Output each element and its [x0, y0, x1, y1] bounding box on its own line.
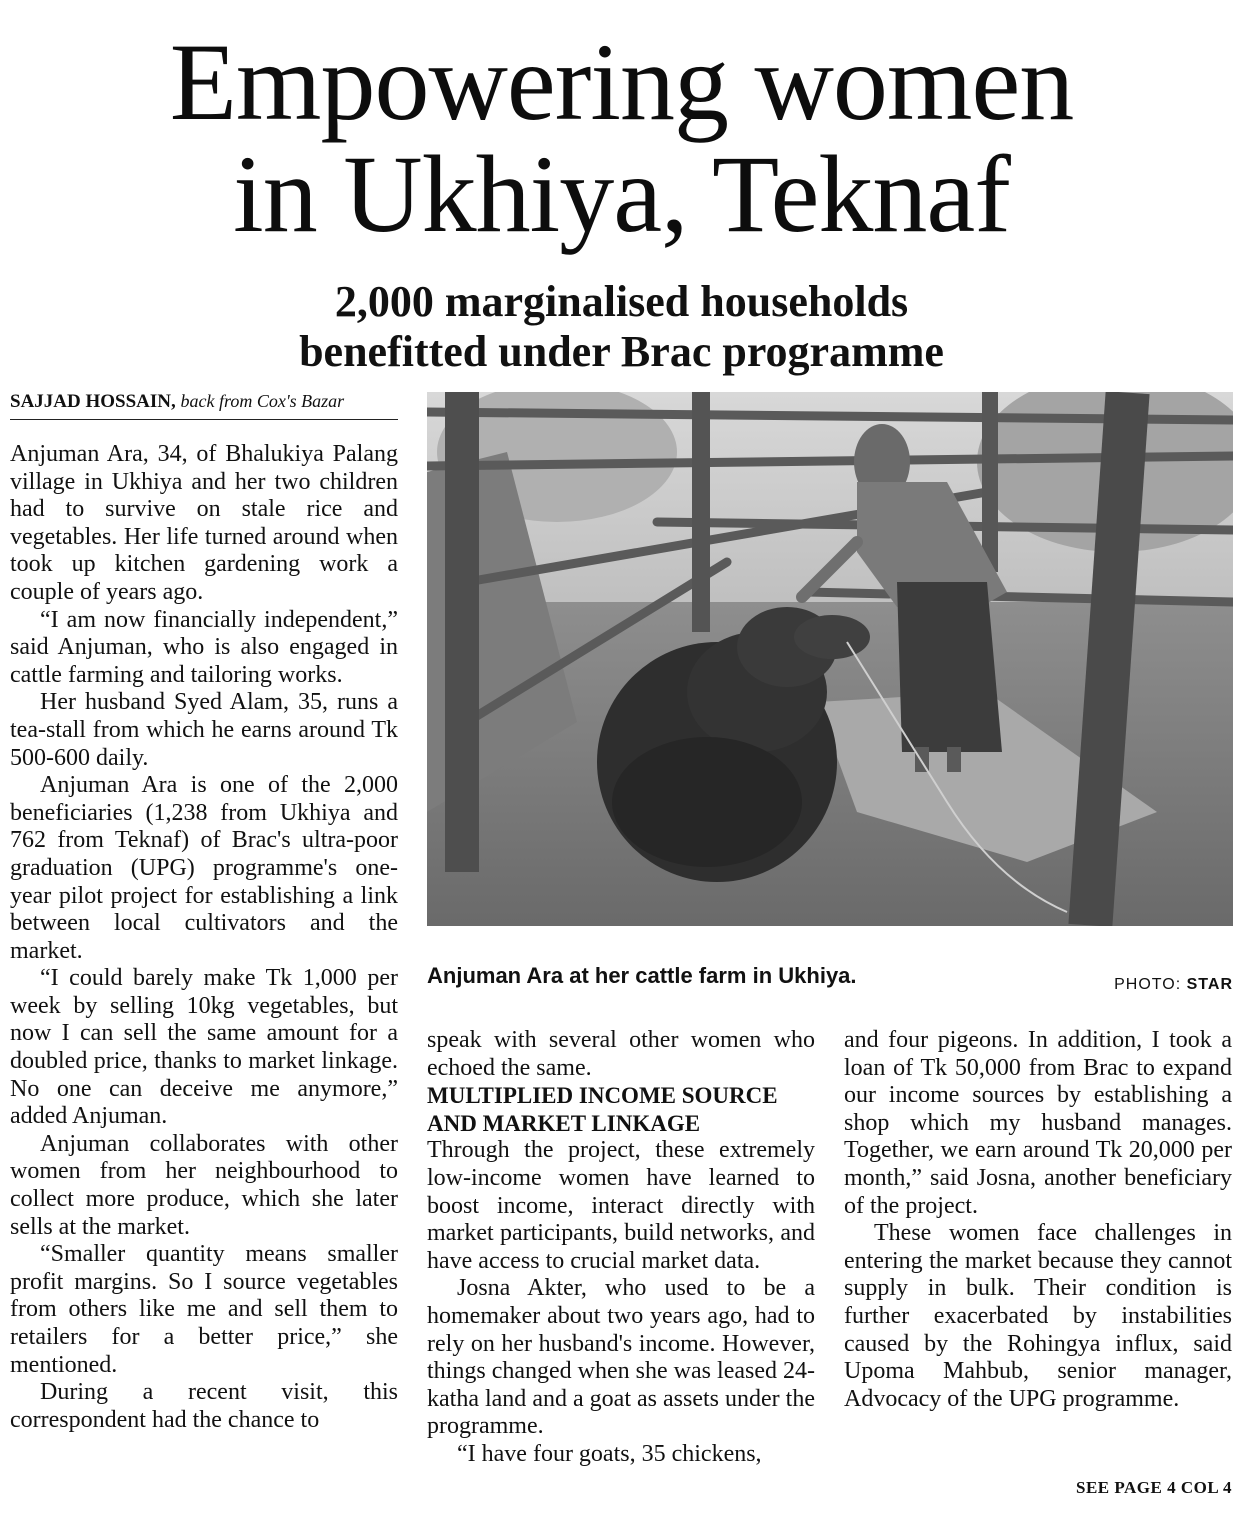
byline-location: back from Cox's Bazar	[180, 391, 345, 411]
deck-line-1: 2,000 marginalised households	[334, 277, 909, 326]
paragraph: Anjuman Ara is one of the 2,000 beneficiaries (1,238 from Ukhiya and 762 from Teknaf) of Brac's ultra-poor graduation (UPG) programme's one-year pilot project for establishing a link between local cultivators and the market.	[10, 772, 398, 964]
byline-divider	[10, 419, 398, 420]
photo-credit-source: STAR	[1186, 976, 1233, 993]
paragraph: Anjuman collaborates with other women from her neighbourhood to collect more produce, which she later sells at the market.	[10, 1130, 398, 1240]
photo-credit	[1114, 976, 1233, 994]
continuation-jump[interactable]: SEE PAGE 4 COL 4	[1076, 1478, 1232, 1497]
paragraph: Through the project, these extremely low-income women have learned to boost income, interact directly with market participants, build networks, and have access to crucial market data.	[427, 1137, 815, 1274]
paragraph: Anjuman Ara, 34, of Bhalukiya Palang village in Ukhiya and her two children had to survive on stale rice and vegetables. Her life turned around when took up kitchen gardening work a couple of years ago.	[10, 441, 398, 605]
deck-line-2: benefitted under Brac programme	[299, 327, 944, 376]
article-column-1	[10, 441, 398, 1434]
paragraph: “I have four goats, 35 chickens,	[457, 1440, 762, 1467]
subheading: MULTIPLIED INCOME SOURCE AND MARKET LINKAGE	[427, 1083, 778, 1136]
paragraph: and four pigeons. In addition, I took a loan of Tk 50,000 from Brac to expand our income sources by establishing a shop which my husband manages. Together, we earn around Tk 20,000 per month,” said Josna, another beneficiary of the project.	[844, 1027, 1232, 1219]
paragraph: Josna Akter, who used to be a homemaker about two years ago, had to rely on her husband's income. However, things changed when she was leased 24-katha land and a goat as assets under the programme.	[427, 1275, 815, 1440]
article-column-2	[427, 1027, 815, 1469]
cattle-farm-photo-illustration	[427, 392, 1233, 926]
paragraph: “I am now financially independent,” said Anjuman, who is also engaged in cattle farming and tailoring works.	[10, 606, 398, 688]
headline-line-1: Empowering women	[169, 21, 1074, 143]
paragraph: “Smaller quantity means smaller profit margins. So I source vegetables from others like me and sell them to retailers for a better price,” she mentioned.	[10, 1241, 398, 1378]
paragraph: “I could barely make Tk 1,000 per week by selling 10kg vegetables, but now I can sell the same amount for a doubled price, thanks to market linkage. No one can deceive me anymore,” added Anjuman.	[10, 965, 398, 1130]
paragraph: These women face challenges in entering the market because they cannot supply in bulk. Their condition is further exacerbated by instabilities caused by the Rohingya influx, said Upoma Mahbub, senior manager, Advocacy of the UPG programme.	[844, 1220, 1232, 1412]
article-column-3	[844, 1027, 1232, 1413]
paragraph: During a recent visit, this correspondent had the chance to	[10, 1379, 398, 1433]
byline	[10, 388, 398, 415]
paragraph: speak with several other women who echoed the same.	[427, 1027, 815, 1081]
photo-woman-with-cow	[427, 392, 1233, 926]
byline-author: SAJJAD HOSSAIN,	[10, 391, 176, 412]
photo-credit-label: PHOTO:	[1114, 976, 1182, 993]
photo-caption: Anjuman Ara at her cattle farm in Ukhiya.	[427, 963, 857, 988]
paragraph: Her husband Syed Alam, 35, runs a tea-stall from which he earns around Tk 500-600 daily.	[10, 689, 398, 771]
headline-line-2: in Ukhiya, Teknaf	[233, 133, 1010, 255]
